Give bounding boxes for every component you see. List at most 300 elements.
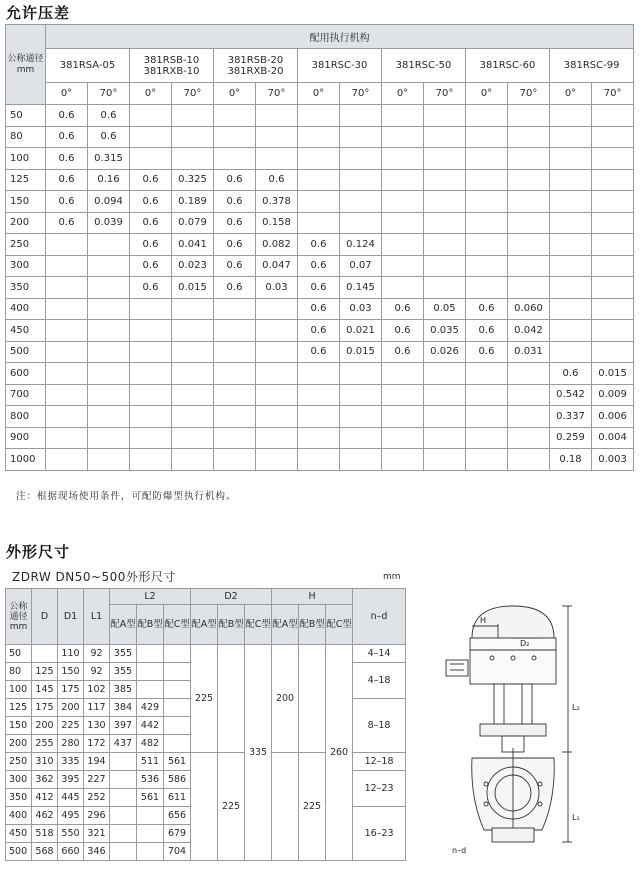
value-cell: 518 (32, 825, 58, 843)
value-cell (340, 105, 382, 127)
value-cell: 0.047 (256, 255, 298, 277)
sub-header: 配B型 (137, 605, 164, 645)
value-cell (110, 825, 137, 843)
value-cell: 92 (84, 645, 110, 663)
sub-header: 配A型 (110, 605, 137, 645)
table-row (6, 169, 634, 191)
dn-header: 公称通径mm (6, 25, 46, 105)
value-cell (137, 681, 164, 699)
table-row (6, 234, 634, 256)
value-cell (592, 169, 634, 191)
value-cell (424, 384, 466, 406)
dn-cell: 350 (6, 789, 32, 807)
hc-cell: 260 (326, 645, 353, 861)
value-cell (466, 169, 508, 191)
value-cell: 0.03 (256, 277, 298, 299)
value-cell (508, 406, 550, 428)
side-handle (446, 660, 468, 676)
value-cell (214, 427, 256, 449)
value-cell: 0.6 (214, 255, 256, 277)
value-cell: 0.6 (298, 298, 340, 320)
value-cell (130, 320, 172, 342)
value-cell (88, 277, 130, 299)
value-cell: 384 (110, 699, 137, 717)
value-cell: 321 (84, 825, 110, 843)
value-cell: 395 (58, 771, 84, 789)
value-cell (46, 277, 88, 299)
value-cell: 0.015 (340, 341, 382, 363)
model-header (466, 49, 550, 83)
value-cell (298, 126, 340, 148)
angle-header: 70° (592, 83, 634, 105)
value-cell (256, 148, 298, 170)
value-cell: 704 (164, 843, 191, 861)
value-cell: 102 (84, 681, 110, 699)
value-cell (340, 169, 382, 191)
model-header (46, 49, 130, 83)
angle-header: 0° (466, 83, 508, 105)
value-cell (466, 105, 508, 127)
table-row (6, 406, 634, 428)
value-cell: 194 (84, 753, 110, 771)
value-cell: 175 (58, 681, 84, 699)
dn-cell: 150 (6, 191, 46, 213)
value-cell: 550 (58, 825, 84, 843)
value-cell (46, 341, 88, 363)
model-name: 381RSC-30 (311, 60, 368, 71)
dn-cell: 250 (6, 753, 32, 771)
value-cell: 0.6 (214, 212, 256, 234)
valve-drawing (412, 598, 602, 860)
angle-header: 70° (424, 83, 466, 105)
value-cell (256, 384, 298, 406)
dn-cell: 700 (6, 384, 46, 406)
value-cell (88, 406, 130, 428)
value-cell: 0.315 (88, 148, 130, 170)
value-cell: 462 (32, 807, 58, 825)
sub-header: 配A型 (191, 605, 218, 645)
value-cell (382, 169, 424, 191)
value-cell: 0.6 (130, 169, 172, 191)
label-d2: D₂ (520, 639, 530, 648)
angle-header: 0° (46, 83, 88, 105)
mount-bracket (494, 684, 532, 724)
dn-cell: 900 (6, 427, 46, 449)
value-cell (88, 341, 130, 363)
value-cell (592, 126, 634, 148)
dn-cell: 1000 (6, 449, 46, 471)
value-cell (550, 320, 592, 342)
table-row (6, 212, 634, 234)
value-cell (164, 645, 191, 663)
dn-cell: 100 (6, 681, 32, 699)
value-cell (88, 449, 130, 471)
value-cell: 346 (84, 843, 110, 861)
value-cell (46, 363, 88, 385)
value-cell: 0.6 (88, 126, 130, 148)
value-cell: 227 (84, 771, 110, 789)
value-cell: 536 (137, 771, 164, 789)
d2a-empty (191, 753, 218, 861)
value-cell: 145 (32, 681, 58, 699)
value-cell (382, 277, 424, 299)
sub-header: 配C型 (326, 605, 353, 645)
value-cell: 117 (84, 699, 110, 717)
value-cell (508, 126, 550, 148)
value-cell: 0.079 (172, 212, 214, 234)
hb-cell: 225 (299, 753, 326, 861)
value-cell (340, 363, 382, 385)
value-cell: 429 (137, 699, 164, 717)
value-cell: 125 (32, 663, 58, 681)
value-cell (592, 277, 634, 299)
value-cell: 0.6 (382, 298, 424, 320)
value-cell (214, 384, 256, 406)
value-cell: 0.16 (88, 169, 130, 191)
value-cell (508, 234, 550, 256)
value-cell: 561 (137, 789, 164, 807)
value-cell (508, 277, 550, 299)
value-cell (256, 341, 298, 363)
value-cell (424, 105, 466, 127)
table-row (6, 384, 634, 406)
dn-cell: 400 (6, 298, 46, 320)
value-cell: 0.18 (550, 449, 592, 471)
d2-header: D2 (191, 589, 272, 605)
value-cell (424, 363, 466, 385)
value-cell: 482 (137, 735, 164, 753)
angle-header: 70° (340, 83, 382, 105)
model-name: 381RSC-99 (563, 60, 620, 71)
dn-cell: 400 (6, 807, 32, 825)
value-cell: 0.6 (550, 363, 592, 385)
value-cell (550, 169, 592, 191)
value-cell: 0.094 (88, 191, 130, 213)
dn-cell: 150 (6, 717, 32, 735)
model-header (550, 49, 634, 83)
value-cell: 0.6 (46, 126, 88, 148)
value-cell: 0.060 (508, 298, 550, 320)
value-cell: 0.158 (256, 212, 298, 234)
dn-cell: 500 (6, 341, 46, 363)
value-cell (164, 699, 191, 717)
value-cell (256, 298, 298, 320)
value-cell: 0.6 (214, 191, 256, 213)
value-cell (466, 148, 508, 170)
value-cell (550, 277, 592, 299)
value-cell (214, 126, 256, 148)
value-cell: 561 (164, 753, 191, 771)
sub-header: 配B型 (218, 605, 245, 645)
value-cell (466, 277, 508, 299)
ha-empty (272, 753, 299, 861)
value-cell (88, 255, 130, 277)
value-cell: 586 (164, 771, 191, 789)
hb-cell (299, 645, 326, 753)
value-cell (424, 148, 466, 170)
angle-header: 70° (172, 83, 214, 105)
value-cell (256, 126, 298, 148)
value-cell (256, 449, 298, 471)
value-cell (424, 234, 466, 256)
value-cell (424, 212, 466, 234)
value-cell: 0.039 (88, 212, 130, 234)
value-cell: 0.041 (172, 234, 214, 256)
value-cell (298, 427, 340, 449)
value-cell (46, 384, 88, 406)
value-cell (508, 212, 550, 234)
value-cell: 0.6 (130, 255, 172, 277)
value-cell (466, 363, 508, 385)
value-cell (340, 449, 382, 471)
value-cell (592, 234, 634, 256)
value-cell: 296 (84, 807, 110, 825)
dn-cell: 300 (6, 771, 32, 789)
value-cell (172, 341, 214, 363)
dn-cell: 80 (6, 663, 32, 681)
value-cell (550, 191, 592, 213)
value-cell (424, 169, 466, 191)
dn-cell: 200 (6, 212, 46, 234)
value-cell: 385 (110, 681, 137, 699)
value-cell (88, 384, 130, 406)
value-cell: 679 (164, 825, 191, 843)
value-cell (256, 427, 298, 449)
dn-cell: 125 (6, 169, 46, 191)
value-cell: 0.03 (340, 298, 382, 320)
value-cell: 0.042 (508, 320, 550, 342)
l1-header: L1 (84, 589, 110, 645)
dimensions-table (5, 588, 406, 861)
actuator-header: 配用执行机构 (46, 25, 634, 49)
value-cell: 335 (58, 753, 84, 771)
table-row (6, 645, 406, 663)
value-cell: 200 (58, 699, 84, 717)
value-cell: 0.6 (46, 148, 88, 170)
value-cell (382, 234, 424, 256)
value-cell (298, 191, 340, 213)
value-cell: 362 (32, 771, 58, 789)
value-cell (172, 320, 214, 342)
value-cell (508, 363, 550, 385)
nd-cell: 4–18 (353, 663, 406, 699)
dn-header: 公称通径mm (6, 589, 32, 645)
value-cell: 0.6 (214, 169, 256, 191)
value-cell (32, 645, 58, 663)
value-cell (110, 789, 137, 807)
value-cell (46, 298, 88, 320)
value-cell: 0.6 (466, 298, 508, 320)
model-header (298, 49, 382, 83)
nd-header: n–d (353, 589, 406, 645)
value-cell: 412 (32, 789, 58, 807)
value-cell (508, 148, 550, 170)
value-cell (298, 148, 340, 170)
value-cell (130, 449, 172, 471)
value-cell (110, 843, 137, 861)
value-cell (382, 126, 424, 148)
nd-cell: 4–14 (353, 645, 406, 663)
value-cell: 0.6 (298, 234, 340, 256)
value-cell (382, 255, 424, 277)
value-cell (214, 406, 256, 428)
value-cell (424, 277, 466, 299)
value-cell (550, 341, 592, 363)
value-cell (46, 255, 88, 277)
value-cell (550, 126, 592, 148)
value-cell (137, 645, 164, 663)
sub-header: 配C型 (164, 605, 191, 645)
value-cell (592, 105, 634, 127)
sub-header: 配C型 (245, 605, 272, 645)
value-cell: 0.026 (424, 341, 466, 363)
value-cell (130, 406, 172, 428)
value-cell (466, 427, 508, 449)
value-cell (508, 169, 550, 191)
value-cell (137, 843, 164, 861)
value-cell (298, 169, 340, 191)
value-cell (382, 191, 424, 213)
value-cell: 445 (58, 789, 84, 807)
value-cell (424, 126, 466, 148)
value-cell (130, 341, 172, 363)
value-cell (424, 449, 466, 471)
value-cell (550, 148, 592, 170)
value-cell: 568 (32, 843, 58, 861)
value-cell: 0.021 (340, 320, 382, 342)
dn-cell: 300 (6, 255, 46, 277)
value-cell (592, 341, 634, 363)
value-cell (298, 406, 340, 428)
value-cell (340, 126, 382, 148)
table-row (6, 105, 634, 127)
angle-header: 0° (298, 83, 340, 105)
angle-header: 70° (88, 83, 130, 105)
value-cell (466, 126, 508, 148)
value-cell (298, 363, 340, 385)
d1-header: D1 (58, 589, 84, 645)
value-cell (46, 234, 88, 256)
value-cell (130, 427, 172, 449)
value-cell: 172 (84, 735, 110, 753)
value-cell: 0.6 (298, 341, 340, 363)
value-cell (214, 341, 256, 363)
value-cell: 0.035 (424, 320, 466, 342)
ha-cell: 200 (272, 645, 299, 753)
value-cell: 0.378 (256, 191, 298, 213)
value-cell: 225 (58, 717, 84, 735)
value-cell (508, 105, 550, 127)
value-cell (130, 298, 172, 320)
pressure-note: 注：根据现场使用条件，可配防爆型执行机构。 (16, 491, 237, 502)
value-cell (550, 212, 592, 234)
label-nd: n–d (452, 846, 467, 855)
value-cell: 255 (32, 735, 58, 753)
value-cell: 0.6 (298, 277, 340, 299)
angle-header: 0° (382, 83, 424, 105)
value-cell (88, 427, 130, 449)
value-cell: 0.6 (46, 105, 88, 127)
value-cell (172, 298, 214, 320)
value-cell: 0.6 (88, 105, 130, 127)
value-cell: 0.6 (46, 191, 88, 213)
nd-cell: 12–23 (353, 771, 406, 807)
value-cell (46, 406, 88, 428)
actuator-body (470, 638, 556, 684)
label-l1: L₁ (572, 813, 580, 822)
value-cell: 92 (84, 663, 110, 681)
value-cell (424, 427, 466, 449)
value-cell (508, 427, 550, 449)
table-row (6, 363, 634, 385)
table-row (6, 427, 634, 449)
dn-cell: 80 (6, 126, 46, 148)
value-cell (340, 427, 382, 449)
value-cell (137, 663, 164, 681)
value-cell: 0.6 (130, 234, 172, 256)
value-cell (340, 148, 382, 170)
value-cell (130, 363, 172, 385)
model-header (214, 49, 298, 83)
value-cell (172, 148, 214, 170)
value-cell (172, 449, 214, 471)
value-cell (298, 212, 340, 234)
value-cell: 0.006 (592, 406, 634, 428)
value-cell: 0.124 (340, 234, 382, 256)
model-name: 381RSC-50 (395, 60, 452, 71)
value-cell (164, 735, 191, 753)
model-name-alt: 381RXB-10 (143, 65, 200, 77)
value-cell: 0.6 (46, 169, 88, 191)
value-cell: 511 (137, 753, 164, 771)
value-cell: 0.189 (172, 191, 214, 213)
value-cell: 0.082 (256, 234, 298, 256)
value-cell (172, 363, 214, 385)
value-cell (130, 148, 172, 170)
value-cell (130, 126, 172, 148)
dn-cell: 500 (6, 843, 32, 861)
value-cell (466, 234, 508, 256)
value-cell: 0.6 (130, 191, 172, 213)
value-cell (466, 191, 508, 213)
value-cell (424, 255, 466, 277)
value-cell (508, 191, 550, 213)
value-cell: 0.6 (298, 320, 340, 342)
value-cell (382, 406, 424, 428)
label-l2: L₂ (572, 703, 580, 712)
sub-header: 配B型 (299, 605, 326, 645)
value-cell: 0.004 (592, 427, 634, 449)
value-cell: 0.6 (214, 234, 256, 256)
dn-cell: 350 (6, 277, 46, 299)
dn-cell: 450 (6, 320, 46, 342)
value-cell (508, 449, 550, 471)
value-cell (592, 148, 634, 170)
value-cell (214, 320, 256, 342)
value-cell (382, 384, 424, 406)
value-cell (382, 363, 424, 385)
value-cell: 110 (58, 645, 84, 663)
pressure-table (5, 24, 634, 471)
value-cell: 0.337 (550, 406, 592, 428)
d2a-cell: 225 (191, 645, 218, 753)
value-cell (382, 105, 424, 127)
value-cell (256, 406, 298, 428)
nd-cell: 12–18 (353, 753, 406, 771)
value-cell (88, 363, 130, 385)
value-cell: 130 (84, 717, 110, 735)
table-row (6, 341, 634, 363)
